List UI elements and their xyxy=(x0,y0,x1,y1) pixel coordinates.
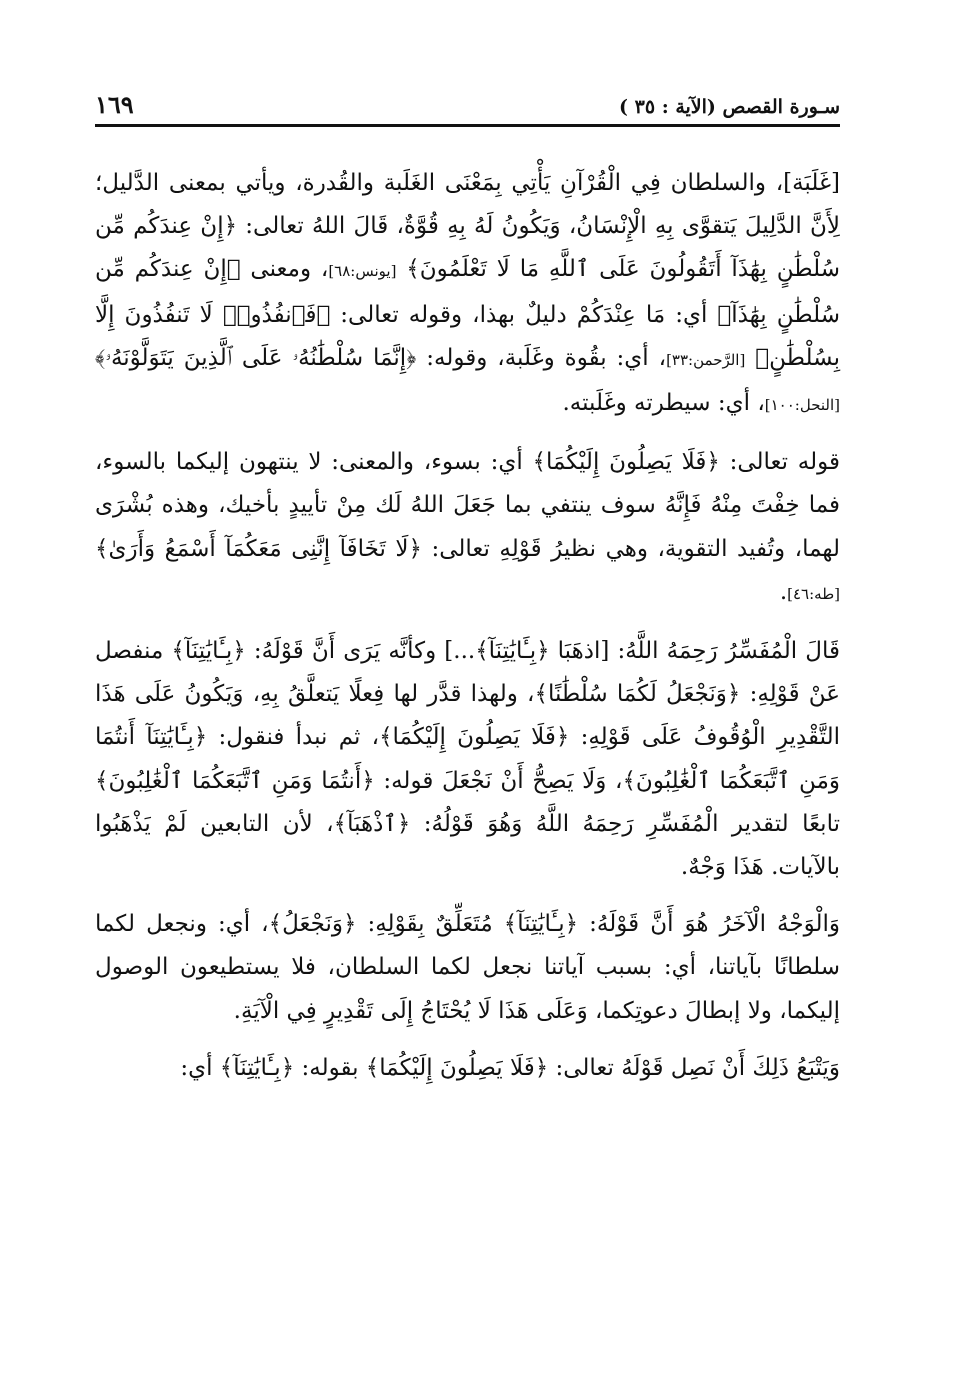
paragraph-text: . xyxy=(779,578,788,605)
paragraph-text: ، أي: سيطرته وغَلَبته. xyxy=(562,390,765,417)
paragraph-text: قَالَ الْمُفَسِّرُ رَحِمَهُ اللَّهُ: [اذهَبَا ﴿بِـَٔايَٰتِنَآ﴾...] وكأنَّه يَرَى أَنَّ قَوْلَهُ: ﴿بِـَٔايَٰتِنَآ﴾ منفصل عَنْ قَوْلِهِ: ﴿وَنَجْعَلُ لَكُمَا سُلْطَٰنًا﴾، ولهذا قدَّر لها فِعلًا يَتعلَّقُ بِهِ، وَيَكُونُ عَلَى هَذَا التَّقْدِيرِ الْوُقُوفُ عَلَى قَوْلِهِ: ﴿فَلَا يَصِلُونَ إِلَيْكُمَا﴾، ثم نبدأ فنقول: ﴿بِـَٔايَٰتِنَآ أَنتُمَا وَمَنِ ٱتَّبَعَكُمَا ٱلْغَٰلِبُونَ﴾، وَلَا يَصِحُّ أَنْ نَجْعَلَ قوله: ﴿أَنتُمَا وَمَنِ ٱتَّبَعَكُمَا ٱلْغَٰلِبُونَ﴾ تابعًا لتقدير الْمُفَسِّرِ رَحِمَهُ اللَّهُ وَهُوَ قَوْلُهُ: ﴿ٱذْهَبَآ﴾، لأن التابعين لَمْ يَذْهَبُوا بالآيات. هَذَا وَجْهٌ. xyxy=(95,638,840,881)
paragraph-text: وَالْوَجْهُ الْآخَرُ هُوَ أَنَّ قَوْلَهُ: ﴿بِـَٔايَٰتِنَآ﴾ مُتَعَلِّقٌ بِقَوْلِهِ: ﴿وَنَجْعَلُ﴾، أي: ونجعل لكما سلطانًا بآياتنا، أي: بسبب آياتنا نجعل لكما السلطان، فلا يستطيعون الوصول إليكما، ولا إبطالَ دعوتِكما، وَعَلَى هَذَا لَا يُحْتَاجُ إِلَى تَقْدِيرٍ فِي الْآيَةِ. xyxy=(95,911,840,1024)
paragraph-text: ، أي: بقُوة وغَلَبة، وقوله: ﴿إِنَّمَا سُلْطَٰنُهُۥ عَلَى ٱلَّذِينَ يَتَوَلَّوْنَهُۥ﴾ xyxy=(95,344,667,371)
verse-reference: [النحل:١٠٠] xyxy=(764,396,840,415)
paragraph-text: قوله تعالى: ﴿فَلَا يَصِلُونَ إِلَيْكُمَا﴾ أي: بسوء، والمعنى: لا ينتهون إليكما بالسوء، فما خِفْتَ مِنْهُ فَإِنَّهُ سوف ينتفي بما جَعَلَ اللهُ لَك مِنْ تأييدٍ بأخيك، وهذه بُشْرَى لهما، وتُفيد التقوية، وهي نظيرُ قَوْلِهِ تعالى: ﴿لَا تَخَافَآ إِنَّنِى مَعَكُمَآ أَسْمَعُ وَأَرَىٰ﴾ xyxy=(95,449,840,562)
paragraph xyxy=(95,903,840,1033)
paragraph xyxy=(95,441,840,616)
header-rule xyxy=(95,124,840,127)
paragraph xyxy=(95,630,840,889)
verse-reference: [طه:٤٦] xyxy=(787,584,840,603)
paragraph-text: [غَلَبَة]، والسلطان فِي الْقُرْآنِ يَأْتِي بِمَعْنَى الغَلَبة والقُدرة، ويأتي بمعنى الدَّليل؛ لِأَنَّ الدَّلِيلَ يَتقوَّى بِهِ الْإِنْسَانُ، وَيَكُونُ لَهُ بِهِ قُوَّةٌ، قَالَ اللهُ تعالى: ﴿إِنْ عِندَكُم مِّن سُلْطَٰنٍ بِهَٰذَآ أَتَقُولُونَ عَلَى ٱللَّهِ مَا لَا تَعْلَمُونَ﴾ xyxy=(95,170,840,283)
paragraph xyxy=(95,1047,840,1090)
verse-reference: [الرَّحمن:٣٣] xyxy=(666,350,746,369)
paragraph xyxy=(95,162,840,427)
surah-title: سـورة القصص (الآية : ٣٥ ) xyxy=(619,96,840,118)
page-body xyxy=(95,162,840,1090)
page-header xyxy=(95,88,840,124)
paragraph-text: وَيَتْبَعُ ذَلِكَ أَنْ نَصِل قَوْلَهُ تعالى: ﴿فَلَا يَصِلُونَ إِلَيْكُمَا﴾ بقوله: ﴿بِـَٔايَٰتِنَآ﴾ أي: xyxy=(180,1054,840,1081)
verse-reference: [يونس:٦٨] xyxy=(328,262,397,281)
page-number: ١٦٩ xyxy=(95,90,134,119)
paragraph-text: ، ومعنى ﴿إِنْ عِندَكُم مِّن سُلْطَٰنٍ بِهَٰذَآ﴾ أي: مَا عِنْدَكُمْ دليلٌ بهذا، وقوله تعالى: ﴿فَٱنفُذُوا۟ لَا تَنفُذُونَ إِلَّا بِسُلْطَٰنٍ﴾ xyxy=(95,256,840,371)
